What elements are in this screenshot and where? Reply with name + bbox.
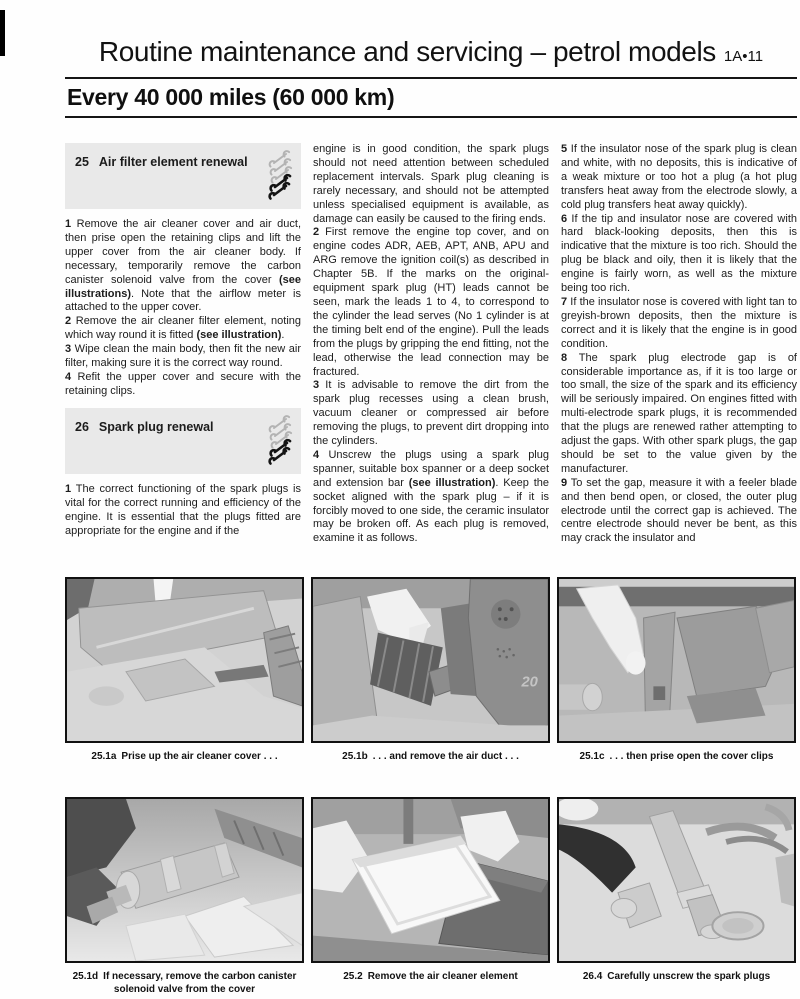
figure-caption: 25.1d If necessary, remove the carbon canister solenoid valve from the cover [72, 971, 297, 995]
body-paragraph: 2 Remove the air cleaner filter element, noting which way round it is fitted (see illustration). [65, 315, 301, 342]
text-column-left [65, 143, 301, 546]
body-paragraph: 2 First remove the engine top cover, and on engine codes ADR, AEB, APT, ANB, APU and ARG remove the ignition coil(s) as described in Chapter 5B. If the marks on the original-equipment spark plug (HT) leads cannot be seen, mark the leads 1 to 4, to correspond to the cylinder the lead serves (No 1 cylinder is at the timing belt end of the engine). Pull the leads from the plugs by gripping the end fitting, not the lead, otherwise the lead connection may be fractured. [313, 226, 549, 378]
figure-25-2 [311, 797, 550, 996]
figure-caption: 25.2 Remove the air cleaner element [343, 971, 518, 982]
photo-air-cleaner-cover [65, 577, 304, 743]
photo-25-1c-image [559, 579, 794, 741]
body-paragraph: 4 Refit the upper cover and secure with the retaining clips. [65, 370, 301, 397]
interval-heading: Every 40 000 miles (60 000 km) [67, 84, 395, 110]
section-title-text: Spark plug renewal [98, 419, 214, 434]
figure-25-1d [65, 797, 304, 996]
body-paragraph: 6 If the tip and insulator nose are covered with hard black-looking deposits, then this is indicative that the mixture is too rich. Should the plug be black and oily, then it is likely that the engine is fairly worn, as well as the mixture being too rich. [561, 212, 797, 295]
photo-25-1b-image [313, 579, 548, 741]
photo-spark-plug-unscrew [557, 797, 796, 963]
body-paragraph: 1 Remove the air cleaner cover and air duct, then prise open the retaining clips and lift the upper cover from the air cleaner body. If necessary, temporarily remove the carbon canister solenoid valve from the cover (see illustrations). Note that the airflow meter is attached to the upper cover. [65, 218, 301, 314]
figure-25-1b [311, 577, 550, 763]
figure-caption: 25.1a Prise up the air cleaner cover . . . [91, 751, 278, 762]
page-title: Routine maintenance and servicing – petrol models [98, 36, 716, 67]
page-header [65, 36, 797, 68]
body-paragraph: 9 To set the gap, measure it with a feeler blade and then bend open, or closed, the outer plug electrode until the correct gap is achieved. The centre electrode should never be bent, as this may crack the insulator and [561, 476, 797, 545]
figure-caption: 26.4 Carefully unscrew the spark plugs [582, 971, 771, 982]
difficulty-spanners-icon [265, 415, 295, 469]
photo-air-duct-removal [311, 577, 550, 743]
figure-row-1 [65, 577, 797, 763]
figure-caption: 25.1b . . . and remove the air duct . . . [342, 751, 519, 762]
figure-row-2 [65, 797, 797, 996]
photo-air-cleaner-element [311, 797, 550, 963]
binding-mark [0, 10, 5, 56]
body-paragraph: 3 It is advisable to remove the dirt from the spark plug recesses using a clean brush, vacuum cleaner or compressed air before removing the plugs, to prevent dirt dropping into the cylinders. [313, 379, 549, 448]
figure-25-1a [65, 577, 304, 763]
body-paragraph: 1 The correct functioning of the spark plugs is vital for the correct running and efficiency of the engine. It is essential that the plugs fitted are appropriate for the engine and if the [65, 482, 301, 537]
page-number: 1A•11 [723, 48, 764, 65]
section-number: 25 [75, 155, 89, 169]
figure-26-4 [557, 797, 796, 996]
body-paragraph: 3 Wipe clean the main body, then fit the new air filter, making sure it is the correct way round. [65, 343, 301, 370]
photo-25-1a-image [67, 579, 302, 741]
section-title [75, 415, 214, 469]
body-paragraph: 8 The spark plug electrode gap is of considerable importance as, if it is too large or too small, the size of the spark and its efficiency will be seriously impaired. On engines fitted with multi-electrode spark plugs, it is recommended that the plugs are renewed rather attempting to adjust the gaps. With other spark plugs, the gap should be set to the value given by the manufacturer. [561, 351, 797, 475]
section-heading-box [65, 143, 301, 209]
section-number: 26 [75, 419, 89, 434]
photo-25-1d-image [67, 799, 302, 961]
text-column-right [561, 143, 797, 546]
body-paragraph: engine is in good condition, the spark plugs should not need attention between scheduled replacement intervals. Spark plug cleaning is rarely necessary, and should not be attempted unless specialised equipment is available, as damage can easily be caused to the firing ends. [313, 143, 549, 225]
photo-cover-clips [557, 577, 796, 743]
photo-25-2-image [313, 799, 548, 961]
photo-solenoid-valve [65, 797, 304, 963]
figure-25-1c [557, 577, 796, 763]
interval-divider [65, 116, 797, 118]
difficulty-spanners-icon [265, 150, 295, 204]
text-columns [65, 143, 797, 546]
title-divider [65, 77, 797, 79]
photo-26-4-image [559, 799, 794, 961]
section-title-text: Air filter element renewal [98, 155, 248, 169]
body-paragraph: 4 Unscrew the plugs using a spark plug spanner, suitable box spanner or a deep socket and extension bar (see illustration). Keep the socket aligned with the spark plug – if it is forcibly moved to one side, the ceramic insulator may be broken off. As each plug is removed, examine it as follows. [313, 448, 549, 545]
section-title [75, 150, 248, 204]
figure-caption: 25.1c . . . then prise open the cover clips [579, 751, 774, 762]
text-column-middle [313, 143, 549, 546]
body-paragraph: 5 If the insulator nose of the spark plug is clean and white, with no deposits, this is indicative of a weak mixture or too hot a plug (a hot plug transfers heat away from the electrode slowly, a cold plug transfers heat away quickly). [561, 143, 797, 211]
body-paragraph: 7 If the insulator nose is covered with light tan to greyish-brown deposits, then the mixture is correct and it is likely that the engine is in good condition. [561, 295, 797, 350]
svg-text:20: 20 [521, 674, 538, 691]
section-heading-box [65, 408, 301, 474]
